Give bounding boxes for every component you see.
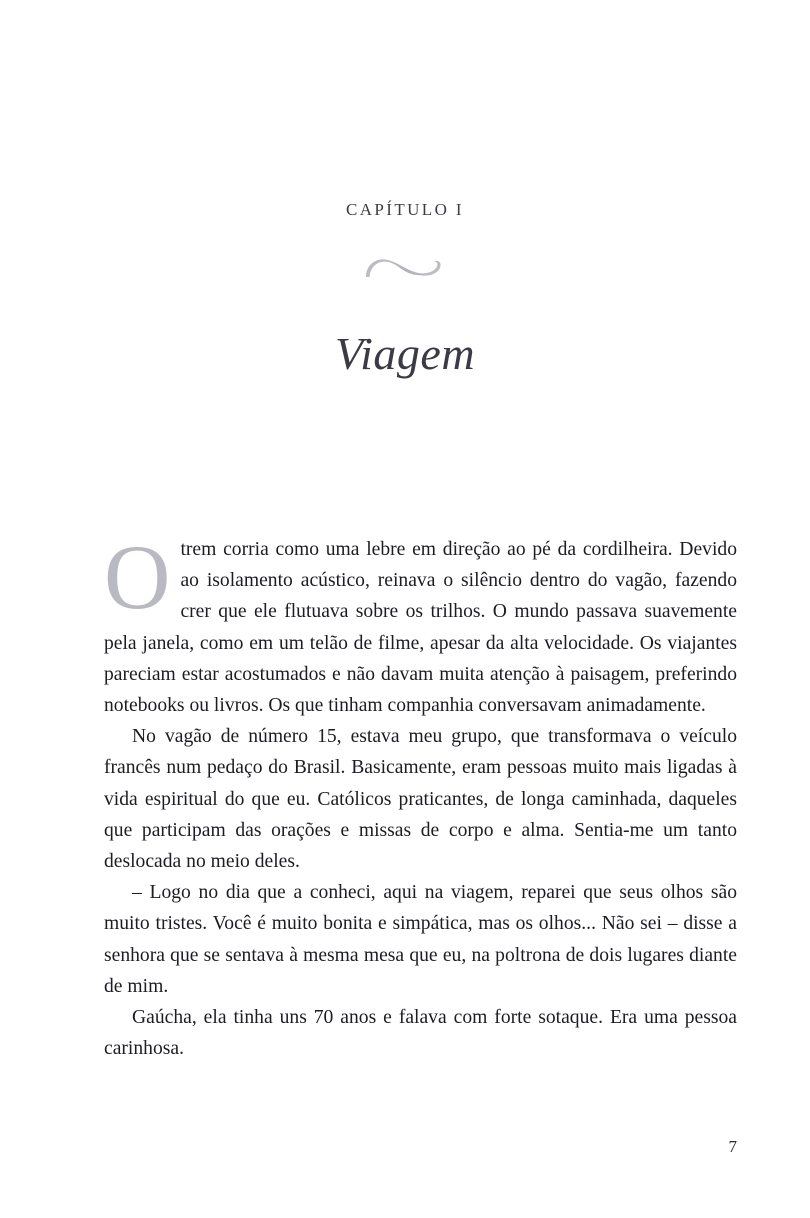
paragraph-text: – Logo no dia que a conheci, aqui na viagem, reparei que seus olhos são muito tristes. Você é muito bonita e simpática, mas os olhos... Não sei – disse a senhora que se sentava à mesma mesa que eu, na poltrona de dois lugares diante de mim. xyxy=(104,882,737,997)
paragraph xyxy=(104,526,737,721)
chapter-title: Viagem xyxy=(334,328,476,379)
paragraph-text: No vagão de número 15, estava meu grupo, que transformava o veículo francês num pedaço do Brasil. Basicamente, eram pessoas muito mais ligadas à vida espiritual do que eu. Católicos praticantes, de longa caminhada, daqueles que participam das orações e missas de corpo e alma. Sentia-me um tanto deslocada no meio deles. xyxy=(104,726,737,873)
paragraph xyxy=(104,1002,737,1064)
paragraph-dialogue xyxy=(104,877,737,1002)
paragraph xyxy=(104,721,737,877)
chapter-label: CAPÍTULO I xyxy=(346,200,464,219)
page-number: 7 xyxy=(728,1137,737,1156)
paragraph-text: trem corria como uma lebre em direção ao pé da cordilheira. Devido ao isolamento acústico, reinava o silêncio dentro do vagão, fazendo crer que ele flutuava sobre os trilhos. O mundo passava suavemente pela janela, como em um telão de filme, apesar da alta velocidade. Os viajantes pareciam estar acostumados e não davam muita atenção à paisagem, preferindo notebooks ou livros. Os que tinham companhia conversavam animadamente. xyxy=(104,539,737,717)
swash-flourish-ornament xyxy=(0,252,810,282)
drop-cap: O xyxy=(104,526,171,628)
paragraph-text: Gaúcha, ela tinha uns 70 anos e falava com forte sotaque. Era uma pessoa carinhosa. xyxy=(104,1007,737,1060)
body-text xyxy=(104,526,737,1064)
